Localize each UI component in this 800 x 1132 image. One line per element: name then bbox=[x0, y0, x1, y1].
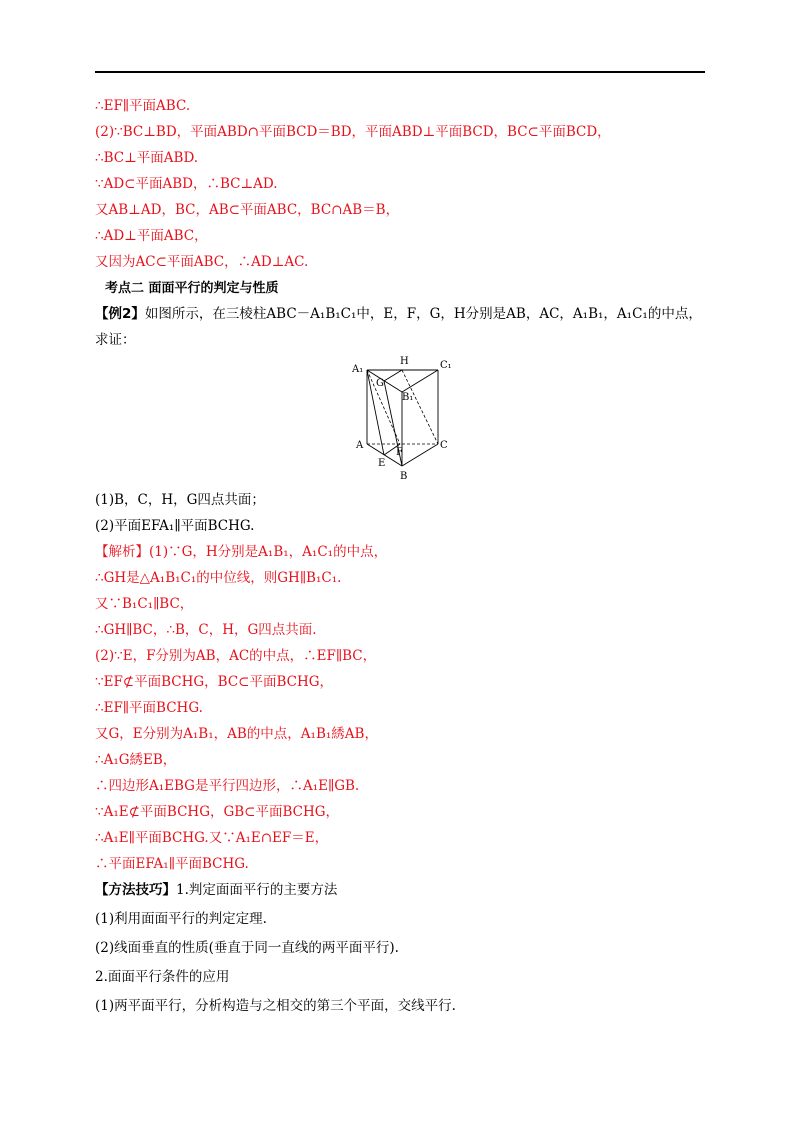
example-text: 如图所示，在三棱柱ABC－A₁B₁C₁中，E，F，G，H分别是AB，AC，A₁B₁，A₁C₁的中点， bbox=[144, 306, 702, 322]
solution-line-10: ∴四边形A₁EBG是平行四边形，∴A₁E∥GB. bbox=[95, 778, 360, 794]
method-tag: 【方法技巧】 bbox=[95, 882, 176, 898]
method-line-4: (1)两平面平行，分析构造与之相交的第三个平面，交线平行. bbox=[95, 998, 456, 1014]
solution-line-9: ∴A₁G綉EB， bbox=[95, 752, 177, 768]
header-rule bbox=[95, 71, 705, 73]
label-E: E bbox=[378, 458, 386, 469]
solution-line-13: ∴平面EFA₁∥平面BCHG. bbox=[95, 856, 249, 872]
solution-line-7: ∴EF∥平面BCHG. bbox=[95, 700, 203, 716]
solution-line-4: ∴GH∥BC，∴B，C，H，G四点共面. bbox=[95, 622, 317, 638]
method-line-3: 2.面面平行条件的应用 bbox=[95, 969, 230, 985]
method-line-1: (1)利用面面平行的判定定理. bbox=[95, 911, 267, 927]
question-1: (1)B，C，H，G四点共面； bbox=[95, 492, 265, 508]
label-H: H bbox=[400, 356, 409, 367]
proof-line-3: ∴BC⊥平面ABD. bbox=[95, 150, 199, 166]
proof-line-7: 又因为AC⊂平面ABC，∴AD⊥AC. bbox=[95, 254, 309, 270]
proof-line-4: ∵AD⊂平面ABD，∴BC⊥AD. bbox=[95, 176, 278, 192]
solution-line-11: ∵A₁E⊄平面BCHG，GB⊂平面BCHG， bbox=[95, 804, 340, 820]
question-2: (2)平面EFA₁∥平面BCHG. bbox=[95, 518, 255, 534]
prism-figure bbox=[350, 352, 450, 482]
label-F: F bbox=[396, 447, 403, 458]
method-title: 1.判定面面平行的主要方法 bbox=[176, 882, 338, 898]
proof-line-2: (2)∵BC⊥BD，平面ABD∩平面BCD＝BD，平面ABD⊥平面BCD，BC⊂平面BCD， bbox=[95, 124, 611, 140]
proof-line-5: 又AB⊥AD，BC，AB⊂平面ABC，BC∩AB＝B， bbox=[95, 202, 400, 218]
label-C: C bbox=[440, 440, 448, 451]
label-B: B bbox=[400, 471, 408, 482]
method-heading bbox=[95, 881, 337, 899]
proof-line-6: ∴AD⊥平面ABC， bbox=[95, 228, 208, 244]
solution-line-1: 【解析】(1)∵G，H分别是A₁B₁，A₁C₁的中点， bbox=[95, 544, 388, 560]
solution-line-2: ∴GH是△A₁B₁C₁的中位线，则GH∥B₁C₁. bbox=[95, 570, 342, 586]
solution-line-12: ∴A₁E∥平面BCHG.又∵A₁E∩EF＝E， bbox=[95, 830, 329, 846]
label-A1: A₁ bbox=[352, 364, 364, 375]
solution-line-6: ∵EF⊄平面BCHG，BC⊂平面BCHG， bbox=[95, 674, 334, 690]
label-C1: C₁ bbox=[440, 360, 452, 371]
label-A: A bbox=[356, 440, 364, 451]
example-statement bbox=[95, 305, 702, 323]
example-prompt: 求证： bbox=[95, 332, 136, 348]
proof-line-1: ∴EF∥平面ABC. bbox=[95, 98, 191, 114]
solution-line-5: (2)∵E，F分别为AB，AC的中点，∴EF∥BC， bbox=[95, 648, 377, 664]
method-line-2: (2)线面垂直的性质(垂直于同一直线的两平面平行). bbox=[95, 940, 399, 956]
section-title: 考点二 面面平行的判定与性质 bbox=[105, 281, 279, 296]
solution-line-8: 又G，E分别为A₁B₁，AB的中点，A₁B₁綉AB， bbox=[95, 726, 378, 742]
solution-line-3: 又∵B₁C₁∥BC， bbox=[95, 596, 194, 612]
label-B1: B₁ bbox=[402, 392, 414, 403]
label-G: G bbox=[376, 378, 384, 389]
example-tag: 【例2】 bbox=[95, 306, 145, 322]
